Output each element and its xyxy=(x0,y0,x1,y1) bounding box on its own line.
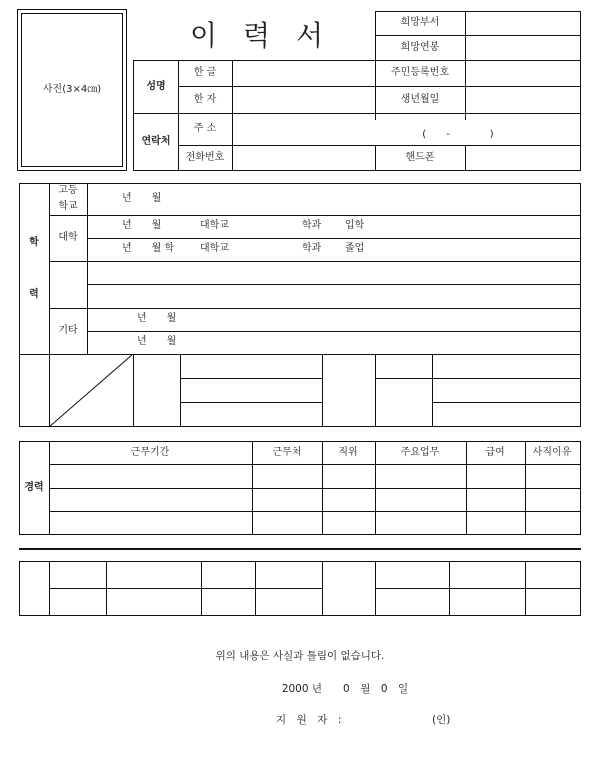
career-header-reason: 사직이유 xyxy=(532,447,572,458)
high-school-date: 년 월 xyxy=(122,193,162,204)
birth-date-label: 생년월일 xyxy=(400,94,440,105)
university-row2-status: 졸업 xyxy=(345,243,365,254)
page-title-char-2: 력 xyxy=(243,19,273,52)
mobile-label: 핸드폰 xyxy=(405,152,435,163)
university-row1-school: 대학교 xyxy=(200,220,229,231)
career-section-label: 경력 xyxy=(24,482,44,493)
other-row1-date: 년 월 xyxy=(137,313,177,324)
page-title-char-1: 이 xyxy=(190,19,220,52)
hanja-name-label: 한 자 xyxy=(193,94,217,105)
desired-dept-label: 희망부서 xyxy=(400,17,440,28)
career-header-position: 직위 xyxy=(338,447,358,458)
korean-name-label: 한 글 xyxy=(193,67,217,78)
desired-salary-label: 희망연봉 xyxy=(400,42,440,53)
high-school-label-2: 학교 xyxy=(58,201,78,212)
date-text: 2000 년 0 월 0 일 xyxy=(281,683,409,695)
statement-text: 위의 내용은 사실과 틀림이 없습니다. xyxy=(215,650,385,662)
photo-label: 사진(3×4㎝) xyxy=(42,84,102,95)
education-section-char-1: 학 xyxy=(29,237,39,248)
contact-label: 연락처 xyxy=(141,136,171,147)
postcode-field: ( - ) xyxy=(422,129,494,140)
seal-label: (인) xyxy=(432,714,451,726)
diagonal-line xyxy=(49,354,133,427)
university-row2-school: 대학교 xyxy=(200,243,229,254)
separator-line xyxy=(19,548,581,550)
career-header-period: 근무기간 xyxy=(130,447,170,458)
university-row2-date: 년 월 학 xyxy=(122,243,175,254)
university-row1-status: 입학 xyxy=(345,220,365,231)
address-label: 주 소 xyxy=(193,123,217,134)
page-title-char-3: 서 xyxy=(296,19,326,52)
resident-number-label: 주민등록번호 xyxy=(391,67,449,78)
career-header-duties: 주요업무 xyxy=(400,447,440,458)
phone-label: 전화번호 xyxy=(185,152,225,163)
high-school-label-1: 고등 xyxy=(58,185,78,196)
education-table xyxy=(19,183,581,355)
name-label: 성명 xyxy=(146,81,166,92)
university-row1-dept: 학과 xyxy=(302,220,322,231)
other-label: 기타 xyxy=(58,325,78,336)
career-header-company: 근무처 xyxy=(272,447,302,458)
career-header-salary: 급여 xyxy=(485,447,505,458)
applicant-label: 지 원 자 : xyxy=(276,714,342,726)
other-row2-date: 년 월 xyxy=(137,336,177,347)
university-label: 대학 xyxy=(58,232,78,243)
education-section-char-2: 력 xyxy=(29,289,39,300)
university-row2-dept: 학과 xyxy=(302,243,322,254)
university-row1-date: 년 월 xyxy=(122,220,162,231)
